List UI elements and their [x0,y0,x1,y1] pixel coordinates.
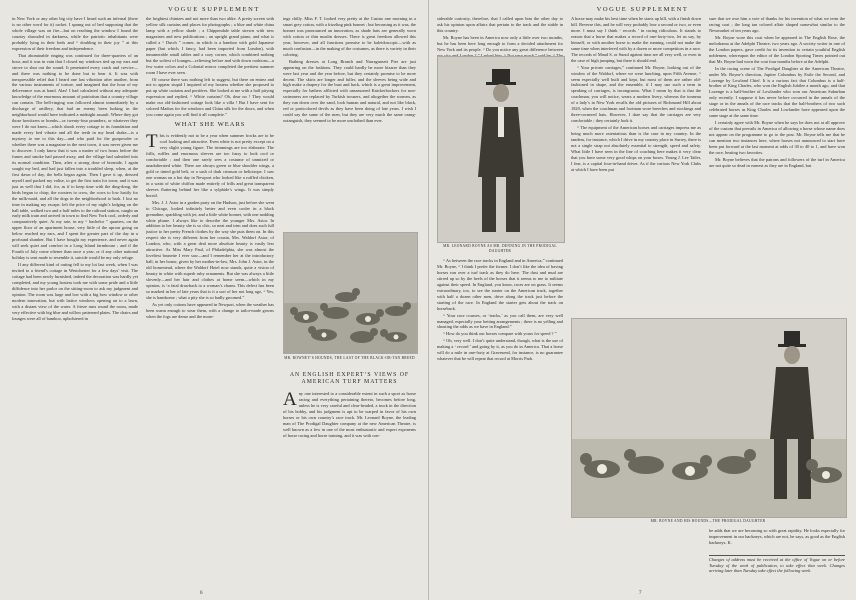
page-number: 7 [639,591,642,596]
paragraph: That abominable ringing was continued for three-quarters of an hour, and it was in vain that I closed my windows tied up my ears and strove to shut out the sound. It penetrated every crack and crevice—and there was nothing to be done but to bear it. It was with inexpressible relief that I heard one last vibration after another, from the various instruments of torture, and imagined that the hour of my deliverance was at hand. Alas! I had calculated without any adequate knowledge of the enormous amount of patriotism that a country village can contain. The bell-ringing was followed almost immediately by a discharge of artillery, that had an enemy been lurking in the neighborhood would have indicated a midnight assault. Where they got those howitzers or bombs—or twenty-four pounders, or whatever they were I do not know—which shook every cottage to its foundation and made every bed vibrate and all the teeth in my head shake—is a mystery to me to this day—and who paid for the gunpowder or whether there was a magazine in the next town, it was never given me to discover. I only know that it was a matter of two hours before the fumes and smoke had passed away, and the village had subsided into its normal condition. Then, after a strong dose of bromide, I again sought my bed, and had just fallen into a troubled sleep, when, at the first dawn of day, the bells began again. Then I gave it up, dressed myself and packed my valise, to get the first train for town; and it was just as well that I did, for, as if to keep time with the ding-dong, the birds began to chirp, the roosters to crow, the cows to low lustily for the milk-maid, and all the dogs in the neighborhood to bark. I lost no time in making my escape, left the price of my night’s lodging on the hall table, walked two and a half miles to the railroad station, caught an early milk train and arrived in town to find New York cool, orderly and comparatively quiet. At my rate, in my “ bachelor ” quarters, on the upper floor of an apartment house, very little of the uproar going on below reached my ears, and I spent the greater part of the day in a profound slumber. But I have bought my experience, and never again will seek quiet and comfort in a Long Island farmhouse ; and if the Fourth of July come oftener than once a year, or if any other national holiday is sent made to resemble it, suicide would be my only refuge. [12,52,138,261]
paragraph: the brightest chintzes and not more than two alike. A pretty screen with yellow silk curtains and places for photographs ; a blue and white china lamp with a yellow shade ; a Chippendale table strewn with new magazines and new publications ; an upright grand piano, and what is called a “ Dutch ” corner, in which is a bamboo with gold Japanese paper (but which, I fancy, had been imported from London), with innumerable small tables and a cozy corner, which combined nothing but the softest of lounges—relieving before and with down cushions—a few water colors and a Colonial mirror completed the prettiest summer room I have ever seen. [146,16,274,75]
right-column-3 [709,16,845,170]
boyne-hounds-photo [571,318,847,518]
page-number: 6 [200,591,203,596]
boyne-portrait-photo [437,56,565,243]
right-page [428,0,856,600]
hounds-illustration [284,233,417,353]
paragraph: As yet only cottons have appeared in Newport, when the weather has been warm enough to wear them, with a change to tailor-made gowns when the fogs are dense and the morn- [146,301,274,319]
left-column-3-lower [283,368,416,440]
paragraph: he adds that we are becoming so with great rapidity. He looks especially for improvement in our hackneys, which are not, he says, as good as the English hackneys. K. [709,528,845,545]
change-of-address-notice: Changes of address must be received at the office of Vogue on or before Tuesday of the week of publication, to take effect that week. Changes arriving later than Tuesday take effect the following week. [709,557,845,574]
paragraph: Mr. Boyne believes that the patrons and followers of the turf in America are not quite so dead in earnest as they are in England, but [709,156,845,168]
paragraph [283,391,416,439]
paragraph: “ How do you think our horses compare with yours for speed ? ” [443,331,557,337]
left-column-2 [146,16,274,321]
paragraph: “ Oh, very well. I don’t quite understand, though, what is the use of making a ‘ record ’ and going by it, as you do in America. That a horse will do a mile in one-forty at Gravesend, for instance, is no guarantee whatever that he will repeat that record at Morris Park. [437,338,563,362]
right-column-1-lower [437,258,563,363]
paragraph: A horse may make his best time when he starts up hill, with a finish down hill. Reverse this, and he will very probably lose a second or two, or even more. I must say I think ‘ records ’ in racing ridiculous. It stands to reason that a horse that makes a record of one-forty-two, let us say, by himself, or with another horse to make the running, could not make the same time when interfered with by a dozen or more competitors in a race. The records of Maud S. or Sunol against time are all very well, or even in the case of high jumping, but there it should end. [571,16,701,63]
man-portrait-illustration [438,57,564,242]
paragraph: If any different kind of outing fell to my lot last week, when I was invited to a friend’s cottage in Westchester for a few days’ visit. The cottage had been newly furnished, indeed the decoration was hardly yet completed, and my young hostess took me with some pride and a little diffidence into her parlor on the sitting-room to ask my judgment and opinion. The room was large and low with a big bow window or other modern innovation, but with lattice windows opening on to a lawn, with a distant view of the water. A frieze runs round the room, made very effective with big blue and willow patterned plates. The chairs and lounges were all of bamboo, upholstered in [12,262,138,321]
photo-caption: MR. BOYNE AND HIS HOUNDS—THE PRODIGAL DAUGHTER [650,519,766,523]
paragraph: “ Your private carriages,” continued Mr. Boyne, looking out of the window of the Waldorf, where we were lunching, upon Fifth Avenue, “ seem especially well built and kept, but most of them are rather old-fashioned in shape, and the ensemble, if I may use such a term in speaking of carriages, is incongruous. What I mean by that is that the coachman, you will notice, wears a modern livery, whereas the tonneau of a lady’s in New York recalls the old pictures of Richmond Hill about 1820, when the coachman and footman wore breeches and stockings and three-cornered hats. However, I dare say that the carriages are very comfortable ; they certainly look it. [571,64,701,124]
page-header: VOGUE SUPPLEMENT [168,6,260,13]
paragraph: Mr. Boyne wore this coat when he appeared in The English Rose, the melodrama at the Adelphi Theatre, two years ago. A society writer in one of the London papers, gave credit for its invention to certain youthful English noblemen, whereupon the editor of the London Sporting Times pointed out that Mr. Boyne had worn the coat four months before at the Adelphi. [709,34,845,64]
paragraph: “ The equipment of the American horses and carriages impress me as being much more ostentatious than is the case in my country. In the tandem, for instance, which I drive in my country place in Surrey, there is not a single strap not absolutely essential to strength, speed and safety. What little I have seen in the line of coaching here makes it very clear that you have some very good whips on your boxes. Young J. Lee Tailer, I fear, is a capital four-in-hand driver. As if the various New York Clubs at which I have been put [571,125,701,172]
paragraph: siderable curiosity, therefore, that I called upon him the other day to ask his opinion upon affairs that pertain to the track and the stable in this country. [437,16,563,33]
paragraph: I certainly agree with Mr. Boyne when he says he does not at all approve of the custom that prevails in America of allowing a horse whose name does not appear on the programme to go to the post. Mr. Boyne tells me that he can mention two instances here, where horses not announced to start have been put forward at the last moment at odds of 30 to 40 to 1, and have won the race, beating two favorites. [709,120,845,155]
paragraph-text: his is evidently not to be a year when summer frocks are to be cool looking and attractive. Even white is not pretty except on a very slight young figure. The trimmings are too elaborate. The frills, ruffles and enormous sleeves are too fussy to look cool or comfortable ; and then one rarely sees a costume of unmixed or unadulterated white. There are always green or blue shoulder wings, a gold or tinted gold belt, or a sash of dark crimson or heliotrope. I saw one woman on a hot day in Newport who looked like a ruffled chicken, in a waist of white chiffon made entirely of frills and great transparent sleeves fluttering behind her like a sylphide’s wings. It was simply horrid. [146,133,274,198]
paragraph: Bathing dresses at Long Branch and Narragansett Pier are just appearing on the fashions. They could hardly be more bizarre than they were last year and the year before, but they certainly promise to be more decent. The skirts are longer and fuller, and the sleeves being wide and high make a drapery for the bust and back, which is a great improvement, especially for bathers afflicted with unseasoned Knickerbockers for non-swimmers are replaced by Turkish trousers, and altogether the women, as they run down over the sand, look human and natural, and not like black, red or particolored devils as they have been doing of late years. I wish I could say the same of the men, but they are very much the same orang-outanguish, they seemed to be more unclothed than ever. [283,58,416,124]
drop-cap: T [146,131,158,153]
paragraph: Mrs. J. J. Astor in a garden party on the Hudson, just before she went to Chicago, looked infinitely better and even cooler in a black grenadine, sparkling with jet, and a little white bonnet, with one nodding white plume. I always like to describe the younger Mrs. Astor. In addition to her beauty she is so chic, so neat and trim and does such full justice to her pretty French clothes by the way she puts them on. In this respect she is very different from her cousin, Mrs. Waldorf Astor, of London, who, with a great deal more absolute beauty is vastly less attractive. As Miss Mary Paul, of Philadelphia, she was almost the loveliest brunette I ever saw—and I remember her at the introductory ball, in her honor, given by her mother-in-law, Mrs. John J. Astor, in the old homestead, where the Waldorf Hotel now stands, quite a vision of beauty in white with superb ruby ornaments. But she was always a little slovenly—and her hair and clothes at home seem—which in my opinion, is ‘a fatal drawback to a woman’s charm. This defect has been so marked in her of late years that is it a sort of her not long ago, “ Yes, she is handsome ; what a pity she is so badly groomed.” [146,199,274,300]
section-heading: AN ENGLISH EXPERT’S VIEWS OF AMERICAN TURF MATTERS [289,372,410,385]
right-column-2 [571,16,701,174]
hounds-photo [283,232,418,354]
paragraph [146,133,274,198]
paragraph: Of course there was nothing left to suggest, but there on entrez and not to appear stupid I inquired of my hostess whether she proposed to put up white curtains and portières. She looked at me with a half pitying expression and replied, “ White curtains? Oh, dear no ! They would make our old-fashioned cottage look like a villa ! But I have sent for colored Madras for the windows and China silk for the doors, and when you come again you will find it all complete.” [146,76,274,118]
paragraph: “ Your race courses, or ‘tracks,’ as you call them, are very well managed, especially your betting arrangements ; there is no yelling and shouting the odds as we have in England.” [437,312,563,330]
paragraph: sure that we owe him a vote of thanks for his invention of what we term the racing coat ; the long tan colored affair shaped somewhat similar to the Newmarket of ten years ago. [709,16,845,33]
left-column-1 [12,16,138,323]
left-column-3 [283,16,416,125]
paragraph-text: ny one interested to a considerable extent in such a sport as horse racing and everything pertaining thereto, becomes before long, unless he is very careful and clear-headed, a truck in the direction of his hobby, and his judgment is apt to be warped in favor of his own horses or his own country’s race track. Mr. Leonard Boyne, the leading man of The Prodigal Daughter company at the new American Theatre, is well known as a few in one of the most enthusiastic and expert exponents of horse racing and horse training, and it was with con- [283,391,416,438]
paragraph: “ As between the race tracks in England and in America,” continued Mr. Boyne, “ I think I prefer the former. I don’t like the idea of having horses run over a turf track as they do here. The dust and mud are stirred up so by the heels of the horses that it seems to me to militate against their speed. In England, you know, races are on grass. It seems extraordinary, too, to see the starter on the American track, together with half a dozen other men, drive along the track just before the starting of the race. In England the starter gets about the track on horseback. [437,258,563,311]
photo-caption: MR. LEONARD BOYNE AS MR. DENNING IN THE PRODIGAL DAUGHTER [443,244,557,253]
man-with-hounds-illustration [572,319,846,517]
paragraph: Mr. Boyne has been in America now only a little over two months, but he has been here long enough to form a decided attachment for New York and its people. “ Do you notice any great difference between [437,34,563,52]
drop-cap: A [283,389,297,410]
page-header: VOGUE SUPPLEMENT [596,6,689,13]
paragraph: ings chilly. Miss F. T. looked very pretty at the Casino one morning in a smart grey cotton, with a frizzling pink bonnet ; but becoming as it was, the bonnet was pronounced an innovation, as shade hats are generally worn with cotton or thin muslin dresses. There is great freedom allowed this year, however, and all functions promise to be kaleidoscopic—with as much confusion—in the making of the costumes, as there is variety in their coloring. [283,16,416,57]
paragraph: In the racing scene of The Prodigal Daughter at the American Theatre, under Mr. Boyne’s direction, Jupiter Columbus by Exile the Second, and Lozenge by Lowland Chief. It is a curious fact that Columbus is a half-brother of King Charles, who won the English Jubilee a month ago, and that Lozenge is a half-brother of Lowlander who won our American Suburban only recently. I suppose it has never before occurred in the annals of the stage or in the annals of the race tracks that the half-brothers of two such celebrated horses as King Charles and Lowlander have appeared upon the same stage at the same time. [709,65,845,119]
right-column-3-bottom [709,528,845,547]
paragraph: in New York or any other big city have I heard such an infernal (there is no other word for it) racket. I sprang out of bed supposing that the whole village was on fire—but on reaching the window I found the country shrouded in darkness, while the patriotic inhabitants were probably lying in their beds and “ doubling in their joy ” at this expression of their freedom and independence. [12,16,138,51]
section-heading: WHAT SHE WEARS [174,121,246,129]
photo-caption: MR. ROWNEY’S HOUNDS, THE LAST OF THE BLACK-OR-TAN BREED [284,356,415,360]
